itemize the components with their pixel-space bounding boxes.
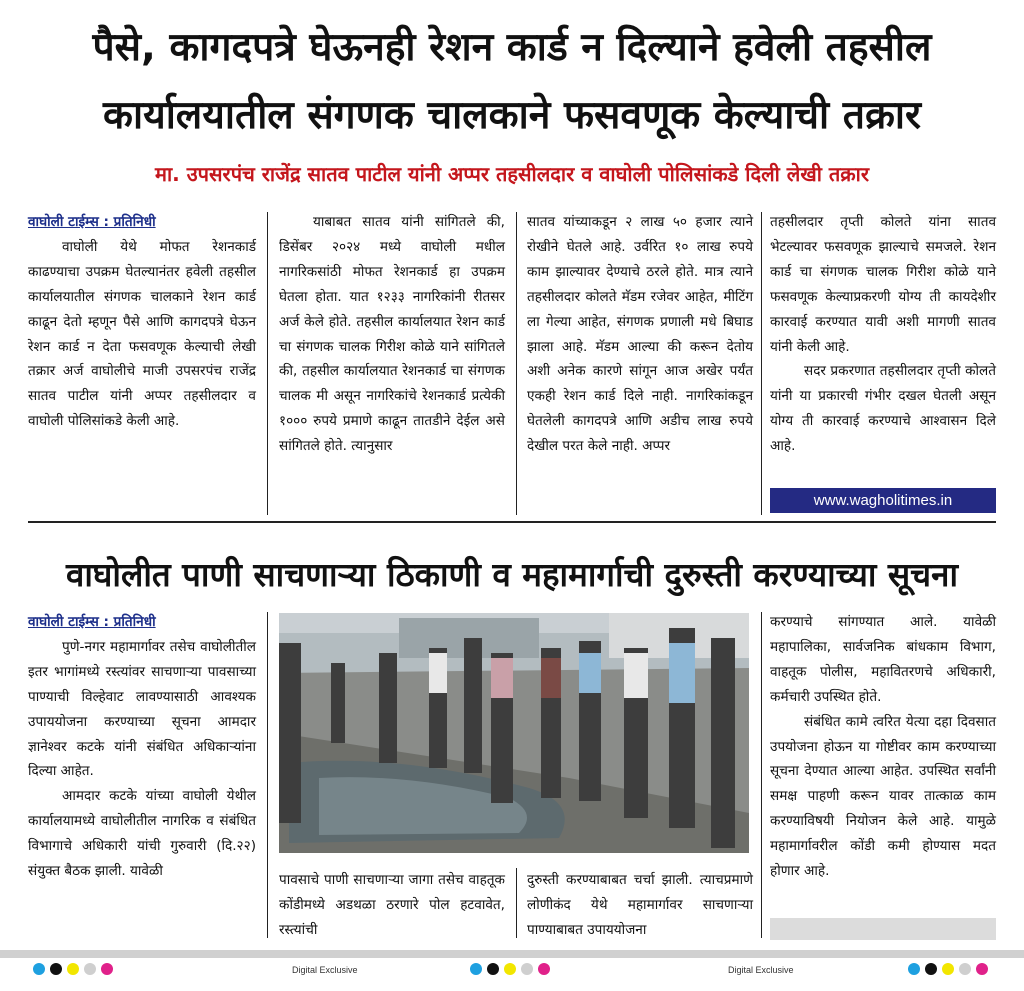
gray-dot [959,963,971,975]
gray-dot [521,963,533,975]
footer-label-left: Digital Exclusive [292,965,358,975]
article2-col4-para2: संबंधित कामे त्वरित येत्या दहा दिवसात उपयोजना होऊन या गोष्टीवर काम करण्याच्या सूचना देण्यात आल्या आहेत. उपस्थित सर्वांनी समक्ष पाहणी करून यावर तात्काळ काम करण्याविषयी नियोजन केले आहे. यामुळे महामार्गावरील कोंडी कमी होण्यास मदत होणार आहे. [770,713,996,880]
yellow-dot [67,963,79,975]
article2-column-1 [28,610,256,884]
article1-subheadline: मा. उपसरपंच राजेंद्र सातव पाटील यांनी अप्पर तहसीलदार व वाघोली पोलिसांकडे दिली लेखी तक्रार [155,162,869,186]
article1-col4-para2: सदर प्रकरणात तहसीलदार तृप्ती कोलते यांनी या प्रकारची गंभीर दखल घेतली असून योग्य ती कारवाई करण्याचे आश्वासन दिले आहे. [770,363,996,455]
yellow-dot [504,963,516,975]
black-dot [50,963,62,975]
inspection-photo [279,613,749,853]
column-rule [267,612,268,938]
gray-filler-bar [770,918,996,940]
column-rule [267,212,268,515]
article2-byline: वाघोली टाईम्स : प्रतिनिधी [28,614,156,630]
article2-column-2 [279,868,505,943]
article1-column-3 [527,210,753,459]
article1-byline: वाघोली टाईम्स : प्रतिनिधी [28,214,156,230]
article2-col1-para2: आमदार कटके यांच्या वाघोली येथील कार्यालयामध्ये वाघोलीतील नागरिक व संबंधित विभागाचे अधिकारी यांची गुरुवारी (दि.२२) संयुक्त बैठक झाली. यावेळी [28,788,256,880]
website-link[interactable]: www.wagholitimes.in [770,488,996,513]
cyan-dot [908,963,920,975]
black-dot [487,963,499,975]
footer-label-right: Digital Exclusive [728,965,794,975]
inspection-photo-image [279,613,749,853]
article2-col4-para1: करण्याचे सांगण्यात आले. यावेळी महापालिका, सार्वजनिक बांधकाम विभाग, वाहतूक पोलीस, महावितरणचे अधिकारी, कर्मचारी उपस्थित होते. [770,614,996,705]
yellow-dot [942,963,954,975]
column-rule [516,868,517,938]
article2-col3-text: दुरुस्ती करण्याबाबत चर्चा झाली. त्याचप्रमाणे लोणीकंद येथे महामार्गावर साचणाऱ्या पाण्याबाबत उपाययोजना [527,872,753,938]
article2-headline: वाघोलीत पाणी साचणाऱ्या ठिकाणी व महामार्गाची दुरुस्ती करण्याच्या सूचना [66,555,958,594]
article1-col4-para1: तहसीलदार तृप्ती कोलते यांना सातव भेटल्यावर फसवणूक झाल्याचे समजले. रेशन कार्ड चा संगणक चालक गिरीश कोळे याने फसवणूक केल्याप्रकरणी योग्य ती कायदेशीर कारवाई करण्यात यावी अशी मागणी सातव यांनी केली आहे. [770,214,996,355]
gray-dot [84,963,96,975]
magenta-dot [101,963,113,975]
article1-column-1 [28,210,256,434]
article2-column-3 [527,868,753,943]
cyan-dot [470,963,482,975]
column-rule [516,212,517,515]
article2-col1-para1: पुणे-नगर महामार्गावर तसेच वाघोलीतील इतर भागांमध्ये रस्त्यांवर साचणाऱ्या पावसाच्या पाण्याची विल्हेवाट लावण्यासाठी आवश्यक उपाययोजना करण्याच्या सूचना आमदार ज्ञानेश्वर कटके यांनी संबंधित अधिकाऱ्यांना दिल्या आहेत. [28,638,256,780]
article1-col2-text: याबाबत सातव यांनी सांगितले की, डिसेंबर २०२४ मध्ये वाघोली मधील नागरिकसांठी मोफत रेशनकार्ड हा उपक्रम घेतला होता. यात १२३३ नागरिकांनी रीतसर अर्ज केले होते. तहसील कार्यालयात रेशन कार्ड चा संगणक चालक गिरीश कोळे याने सांगितले की, तहसील कार्यालयात रेशनकार्ड चा संगणक चालक मी असून नागरिकांचे रेशनकार्ड प्रत्येकी १००० रुपये प्रमाणे काढून तातडीने देईल असे सांगितले होते. त्यानुसार [279,214,505,455]
footer-bar [0,950,1024,958]
section-divider [28,521,996,523]
article1-column-4 [770,210,996,459]
registration-dots-left [33,963,113,975]
article1-col1-text: वाघोली येथे मोफत रेशनकार्ड काढण्याचा उपक्रम घेतल्यानंतर हवेली तहसील कार्यालयातील संगणक चालकाने रेशन कार्ड काढून देतो म्हणून पैसे आणि कागदपत्रे घेऊन रेशन कार्ड न देता फसवणूक केल्याची लेखी तक्रार अर्ज वाघोलीचे माजी उपसरपंच राजेंद्र सातव पाटील यांनी अप्पर तहसीलदार व वाघोली पोलिसांकडे केली आहे. [28,238,256,430]
black-dot [925,963,937,975]
registration-dots-center [470,963,550,975]
article2-col2-text: पावसाचे पाणी साचणाऱ्या जागा तसेच वाहतूक कोंडीमध्ये अडथळा ठरणारे पोल हटवावेत, रस्त्यांची [279,872,505,938]
magenta-dot [538,963,550,975]
cyan-dot [33,963,45,975]
magenta-dot [976,963,988,975]
article2-column-4 [770,610,996,884]
article1-col3-text: सातव यांच्याकडून २ लाख ५० हजार त्याने रोखीने घेतले आहे. उर्वरित १० लाख रुपये काम झाल्यावर देण्याचे ठरले होते. मात्र त्याने तहसीलदार कोलते मॅडम रजेवर आहेत, मीटिंग ला गेल्या आहेत, संगणक प्रणाली मधे बिघाड झाला आहे. मॅडम आल्या की करून देतोय अशी अनेक कारणे सांगून आज अखेर पर्यंत एकही रेशन कार्ड दिले नाही. नागरिकांकडून घेतलेली कागदपत्रे आणि अडीच लाख रुपये देखील परत केले नाही. अप्पर [527,214,753,455]
article1-column-2 [279,210,505,459]
article1-headline-line1: पैसे, कागदपत्रे घेऊनही रेशन कार्ड न दिल्याने हवेली तहसील [92,25,932,70]
article1-headline-line2: कार्यालयातील संगणक चालकाने फसवणूक केल्याची तक्रार [103,93,921,138]
column-rule [761,612,762,938]
registration-dots-right [908,963,988,975]
column-rule [761,212,762,515]
